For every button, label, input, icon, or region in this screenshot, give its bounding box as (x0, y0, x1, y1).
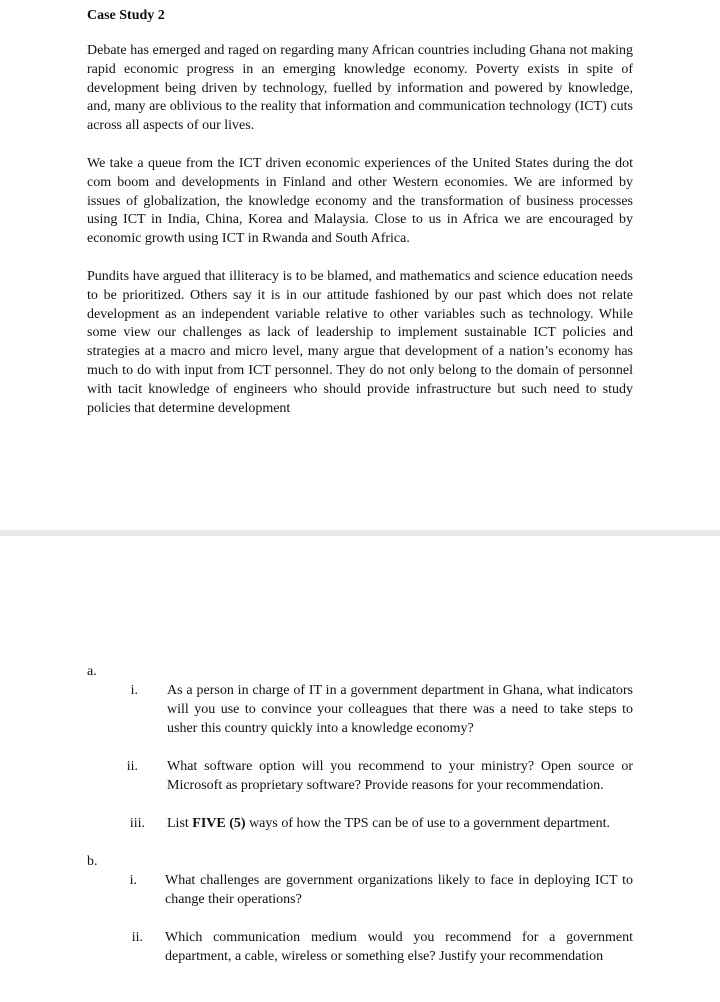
section-b-label: b. (87, 854, 98, 869)
question-a-i-number: i. (130, 683, 138, 698)
question-a-ii-number: ii. (126, 759, 138, 774)
question-a-ii-text: What software option will you recommend to your ministry? Open source or Microsoft as proprietary software? Provide reasons for your recommendation. (167, 759, 633, 793)
question-b-i-text: What challenges are government organizations likely to face in deploying ICT to change their operations? (165, 873, 633, 907)
paragraph-1: Debate has emerged and raged on regarding many African countries including Ghana not making rapid economic progress in an emerging knowledge economy. Poverty exists in spite of development being driven by technology, fuelled by information and powered by knowledge, and, many are oblivious to the reality that information and communication technology (ICT) cuts across all aspects of our lives. (87, 43, 633, 134)
paragraph-2: We take a queue from the ICT driven economic experiences of the United States during the dot com boom and developments in Finland and other Western economies. We are informed by issues of globalization, the knowledge economy and the transformation of business processes using ICT in India, China, Korea and Malaysia. Close to us in Africa we are encouraged by economic growth using ICT in Rwanda and South Africa. (87, 156, 633, 247)
question-b-ii-number: ii. (131, 930, 143, 945)
section-a-label: a. (87, 664, 97, 679)
question-a-iii-number: iii. (129, 816, 145, 831)
question-a-iii-text (167, 815, 633, 834)
question-a-iii-text-end: ways of how the TPS can be of use to a government department. (245, 816, 610, 831)
question-a-iii-emphasis: FIVE (5) (192, 816, 246, 831)
case-study-title: Case Study 2 (87, 8, 165, 23)
question-b-ii-text: Which communication medium would you recommend for a government department, a cable, wireless or something else? Justify your recommendation (165, 930, 633, 964)
question-a-i-text: As a person in charge of IT in a government department in Ghana, what indicators will you use to convince your colleagues that there was a need to take steps to usher this country quickly into a knowledge economy? (167, 683, 633, 736)
question-a-iii-text-start: List (167, 816, 193, 831)
paragraph-3: Pundits have argued that illiteracy is to be blamed, and mathematics and science education needs to be prioritized. Others say it is in our attitude fashioned by our past which does not relate development as an independent variable relative to other variables such as technology. While some view our challenges as lack of leadership to implement sustainable ICT policies and strategies at a macro and micro level, many argue that development of a nation’s economy has much to do with input from ICT personnel. They do not only belong to the domain of personnel with tacit knowledge of engineers who should provide infrastructure but such need to study policies that determine development (87, 269, 633, 416)
question-b-i-number: i. (129, 873, 137, 888)
